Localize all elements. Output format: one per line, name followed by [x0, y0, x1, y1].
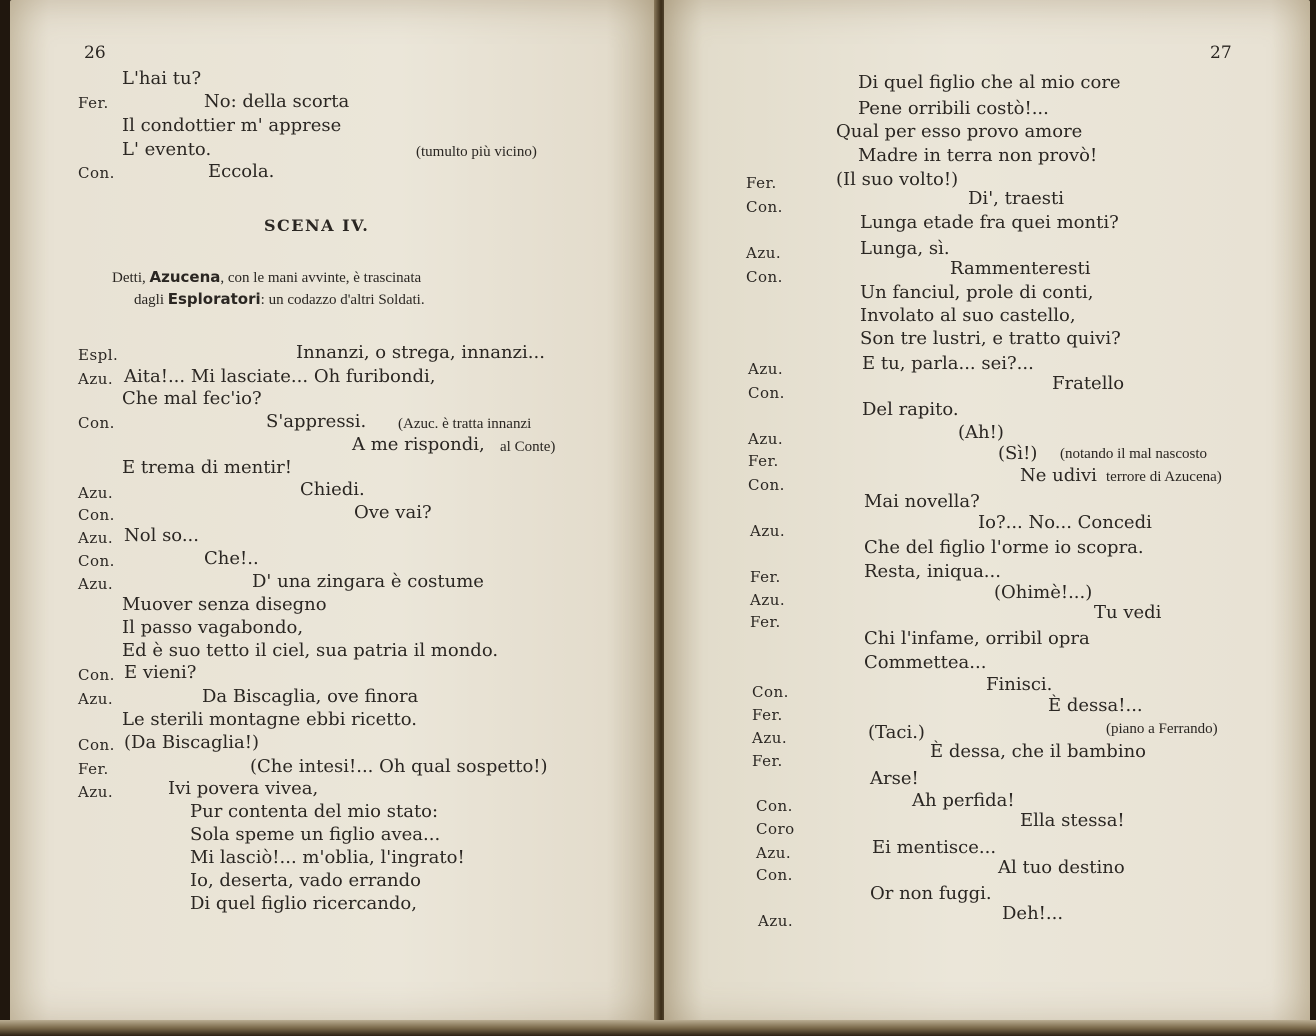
speaker-label: Con. — [78, 736, 115, 754]
verse-line: D' una zingara è costume — [252, 571, 484, 592]
verse-line: (Il suo volto!) — [836, 169, 959, 190]
verse-line: È dessa!... — [1048, 695, 1143, 716]
stage-direction: (notando il mal nascosto — [1060, 446, 1208, 462]
page-number: 26 — [84, 43, 106, 63]
verse-line: Del rapito. — [862, 399, 959, 420]
speaker-label: Azu. — [752, 729, 788, 747]
stage-direction: al Conte) — [500, 439, 556, 455]
speaker-label: Con. — [748, 384, 785, 402]
speaker-label: Azu. — [78, 529, 114, 547]
verse-line: Chiedi. — [300, 479, 365, 500]
verse-line: Finisci. — [986, 674, 1053, 695]
stage-direction: terrore di Azucena) — [1106, 469, 1222, 485]
verse-line: Ah perfida! — [912, 790, 1015, 811]
speaker-label: Con. — [746, 268, 783, 286]
verse-line: Ella stessa! — [1020, 810, 1125, 831]
verse-line: Io, deserta, vado errando — [190, 870, 421, 891]
speaker-label: Fer. — [746, 174, 777, 192]
verse-line: Ne udivi — [1020, 465, 1097, 486]
verse-line: Qual per esso provo amore — [836, 121, 1083, 142]
verse-line: Ove vai? — [354, 502, 432, 523]
verse-line: Madre in terra non provò! — [858, 145, 1098, 166]
verse-line: (Che intesi!... Oh qual sospetto!) — [250, 756, 548, 777]
verse-line: Or non fuggi. — [870, 883, 992, 904]
speaker-label: Con. — [78, 666, 115, 684]
speaker-label: Espl. — [78, 346, 119, 364]
verse-line: Al tuo destino — [998, 857, 1125, 878]
verse-line: Deh!... — [1002, 903, 1064, 924]
verse-line: L'hai tu? — [122, 68, 202, 89]
verse-line: (Da Biscaglia!) — [124, 732, 259, 753]
page-bottom-edge — [0, 1020, 1316, 1036]
verse-line: E trema di mentir! — [122, 457, 293, 478]
speaker-label: Con. — [756, 866, 793, 884]
scene-title: SCENA IV. — [264, 216, 370, 235]
verse-line: Involato al suo castello, — [860, 305, 1076, 326]
speaker-label: Con. — [78, 506, 115, 524]
stage-description: Detti, Azucena, con le mani avvinte, è trascinata — [112, 268, 422, 286]
verse-line: E vieni? — [124, 662, 197, 683]
speaker-label: Con. — [748, 476, 785, 494]
verse-line: Che del figlio l'orme io scopra. — [864, 537, 1144, 558]
verse-line: L' evento. — [122, 139, 212, 160]
page-number: 27 — [1210, 43, 1232, 63]
speaker-label: Con. — [78, 164, 115, 182]
verse-line: Aita!... Mi lasciate... Oh furibondi, — [124, 366, 436, 387]
verse-line: Son tre lustri, e tratto quivi? — [860, 328, 1121, 349]
speaker-label: Azu. — [750, 591, 786, 609]
verse-line: Di quel figlio ricercando, — [190, 893, 417, 914]
verse-line: Innanzi, o strega, innanzi... — [296, 342, 545, 363]
stage-description: dagli Esploratori: un codazzo d'altri Soldati. — [134, 290, 425, 308]
verse-line: Di', traesti — [968, 188, 1065, 209]
verse-line: Nol so... — [124, 525, 199, 546]
speaker-label: Azu. — [756, 844, 792, 862]
speaker-label: Con. — [756, 797, 793, 815]
verse-line: Che!.. — [204, 548, 259, 569]
speaker-label: Con. — [78, 552, 115, 570]
verse-line: A me rispondi, — [352, 434, 485, 455]
right-page — [664, 0, 1310, 1026]
verse-line: È dessa, che il bambino — [930, 741, 1146, 762]
speaker-label: Con. — [78, 414, 115, 432]
verse-line: (Ah!) — [958, 422, 1004, 443]
speaker-label: Azu. — [78, 690, 114, 708]
verse-line: Un fanciul, prole di conti, — [860, 282, 1094, 303]
verse-line: Io?... No... Concedi — [978, 512, 1152, 533]
stage-direction: (piano a Ferrando) — [1106, 721, 1218, 737]
verse-line: (Ohimè!...) — [994, 582, 1093, 603]
verse-line: Rammenteresti — [950, 258, 1091, 279]
verse-line: Resta, iniqua... — [864, 561, 1001, 582]
verse-line: S'appressi. — [266, 411, 367, 432]
speaker-label: Fer. — [78, 94, 109, 112]
verse-line: Di quel figlio che al mio core — [858, 72, 1121, 93]
verse-line: Eccola. — [208, 161, 275, 182]
verse-line: Sola speme un figlio avea... — [190, 824, 441, 845]
verse-line: Mai novella? — [864, 491, 980, 512]
verse-line: Lunga, sì. — [860, 238, 950, 259]
verse-line: Ivi povera vivea, — [168, 778, 319, 799]
speaker-label: Azu. — [746, 244, 782, 262]
speaker-label: Azu. — [748, 430, 784, 448]
verse-line: Pur contenta del mio stato: — [190, 801, 439, 822]
speaker-label: Con. — [746, 198, 783, 216]
speaker-label: Fer. — [750, 613, 781, 631]
speaker-label: Coro — [756, 820, 795, 838]
stage-direction: (tumulto più vicino) — [416, 144, 537, 160]
verse-line: Che mal fec'io? — [122, 388, 262, 409]
verse-line: Il passo vagabondo, — [122, 617, 304, 638]
verse-line: Arse! — [870, 768, 919, 789]
verse-line: Mi lasciò!... m'oblia, l'ingrato! — [190, 847, 465, 868]
speaker-label: Fer. — [750, 568, 781, 586]
speaker-label: Fer. — [748, 452, 779, 470]
verse-line: (Taci.) — [868, 722, 925, 743]
verse-line: Pene orribili costò!... — [858, 98, 1049, 119]
verse-line: Muover senza disegno — [122, 594, 327, 615]
speaker-label: Azu. — [78, 783, 114, 801]
stage-direction: (Azuc. è tratta innanzi — [398, 416, 532, 432]
verse-line: Tu vedi — [1094, 602, 1162, 623]
speaker-label: Fer. — [752, 706, 783, 724]
speaker-label: Fer. — [752, 752, 783, 770]
verse-line: Il condottier m' apprese — [122, 115, 342, 136]
speaker-label: Azu. — [748, 360, 784, 378]
speaker-label: Azu. — [78, 575, 114, 593]
verse-line: Da Biscaglia, ove finora — [202, 686, 419, 707]
verse-line: Le sterili montagne ebbi ricetto. — [122, 709, 417, 730]
speaker-label: Azu. — [750, 522, 786, 540]
verse-line: No: della scorta — [204, 91, 350, 112]
speaker-label: Con. — [752, 683, 789, 701]
verse-line: Ei mentisce... — [872, 837, 997, 858]
speaker-label: Azu. — [758, 912, 794, 930]
verse-line: Fratello — [1052, 373, 1125, 394]
verse-line: Ed è suo tetto il ciel, sua patria il mondo. — [122, 640, 499, 661]
speaker-label: Azu. — [78, 370, 114, 388]
verse-line: (Sì!) — [998, 443, 1038, 464]
verse-line: Lunga etade fra quei monti? — [860, 212, 1119, 233]
left-page — [10, 0, 658, 1026]
speaker-label: Fer. — [78, 760, 109, 778]
verse-line: Commettea... — [864, 652, 987, 673]
verse-line: Chi l'infame, orribil opra — [864, 628, 1090, 649]
verse-line: E tu, parla... sei?... — [862, 353, 1034, 374]
speaker-label: Azu. — [78, 484, 114, 502]
